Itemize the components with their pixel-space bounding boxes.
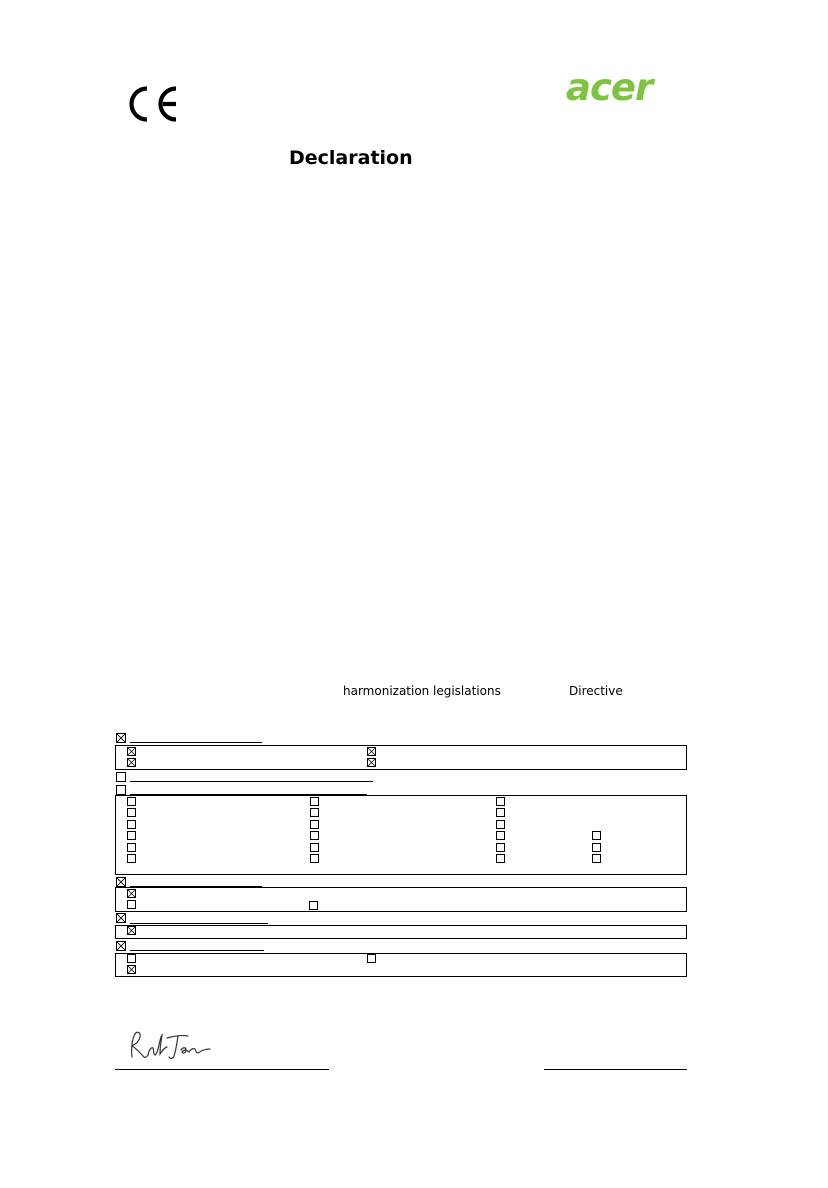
section-3-row-1-c3-checkbox[interactable]	[496, 797, 505, 806]
body-text-directive: Directive	[569, 684, 623, 698]
section-1-row-2-left-checkbox[interactable]	[127, 758, 136, 767]
section-4-checkbox[interactable]	[116, 877, 126, 887]
section-4-row-2-mid-checkbox[interactable]	[309, 901, 318, 910]
signature-line	[115, 1069, 329, 1070]
section-2-underline	[130, 781, 373, 782]
section-6-row-1-right-checkbox[interactable]	[367, 954, 376, 963]
section-1-row-1-left-checkbox[interactable]	[127, 747, 136, 756]
handwritten-signature-icon	[126, 1028, 216, 1062]
document-title: Declaration	[289, 147, 413, 169]
section-3-row-6-c2-checkbox[interactable]	[310, 854, 319, 863]
section-3-row-2-c3-checkbox[interactable]	[496, 808, 505, 817]
section-3-row-6-c1-checkbox[interactable]	[127, 854, 136, 863]
section-3-row-6-c4-checkbox[interactable]	[592, 854, 601, 863]
section-3-row-4-c4-checkbox[interactable]	[592, 831, 601, 840]
section-3-row-5-c2-checkbox[interactable]	[310, 843, 319, 852]
body-text-harmonization: harmonization	[343, 684, 430, 698]
section-3-row-6-c3-checkbox[interactable]	[496, 854, 505, 863]
section-3-row-5-c4-checkbox[interactable]	[592, 843, 601, 852]
section-3-row-1-c2-checkbox[interactable]	[310, 797, 319, 806]
section-3-row-5-c3-checkbox[interactable]	[496, 843, 505, 852]
section-4-box	[115, 887, 687, 912]
section-5-checkbox[interactable]	[116, 913, 126, 923]
section-6-box	[115, 953, 687, 977]
section-3-row-4-c2-checkbox[interactable]	[310, 831, 319, 840]
section-1-row-1-right-checkbox[interactable]	[367, 747, 376, 756]
section-3-row-3-c3-checkbox[interactable]	[496, 820, 505, 829]
section-4-row-1-checkbox[interactable]	[127, 889, 136, 898]
section-1-row-2-right-checkbox[interactable]	[367, 758, 376, 767]
section-3-row-1-c1-checkbox[interactable]	[127, 797, 136, 806]
section-5-row-1-checkbox[interactable]	[127, 926, 136, 935]
body-text-legislations: legislations	[433, 684, 501, 698]
section-5-underline	[130, 923, 268, 924]
section-3-row-3-c2-checkbox[interactable]	[310, 820, 319, 829]
section-6-underline	[130, 950, 264, 951]
section-2-checkbox[interactable]	[116, 772, 126, 782]
section-3-row-5-c1-checkbox[interactable]	[127, 843, 136, 852]
section-3-checkbox[interactable]	[116, 785, 126, 795]
section-1-box	[115, 745, 687, 770]
section-1-underline	[130, 742, 262, 743]
section-3-row-3-c1-checkbox[interactable]	[127, 820, 136, 829]
section-4-row-2-checkbox[interactable]	[127, 900, 136, 909]
section-6-row-1-left-checkbox[interactable]	[127, 954, 136, 963]
section-3-box	[115, 795, 687, 875]
svg-text:acer: acer	[566, 70, 653, 108]
section-3-row-2-c1-checkbox[interactable]	[127, 808, 136, 817]
section-3-row-4-c1-checkbox[interactable]	[127, 831, 136, 840]
ce-mark-icon	[121, 85, 181, 123]
section-6-row-2-checkbox[interactable]	[127, 965, 136, 974]
section-1-checkbox[interactable]	[116, 733, 126, 743]
section-3-row-2-c2-checkbox[interactable]	[310, 808, 319, 817]
section-6-checkbox[interactable]	[116, 941, 126, 951]
section-5-box	[115, 925, 687, 939]
section-3-row-4-c3-checkbox[interactable]	[496, 831, 505, 840]
acer-logo-icon	[566, 70, 678, 108]
date-line	[544, 1069, 687, 1070]
